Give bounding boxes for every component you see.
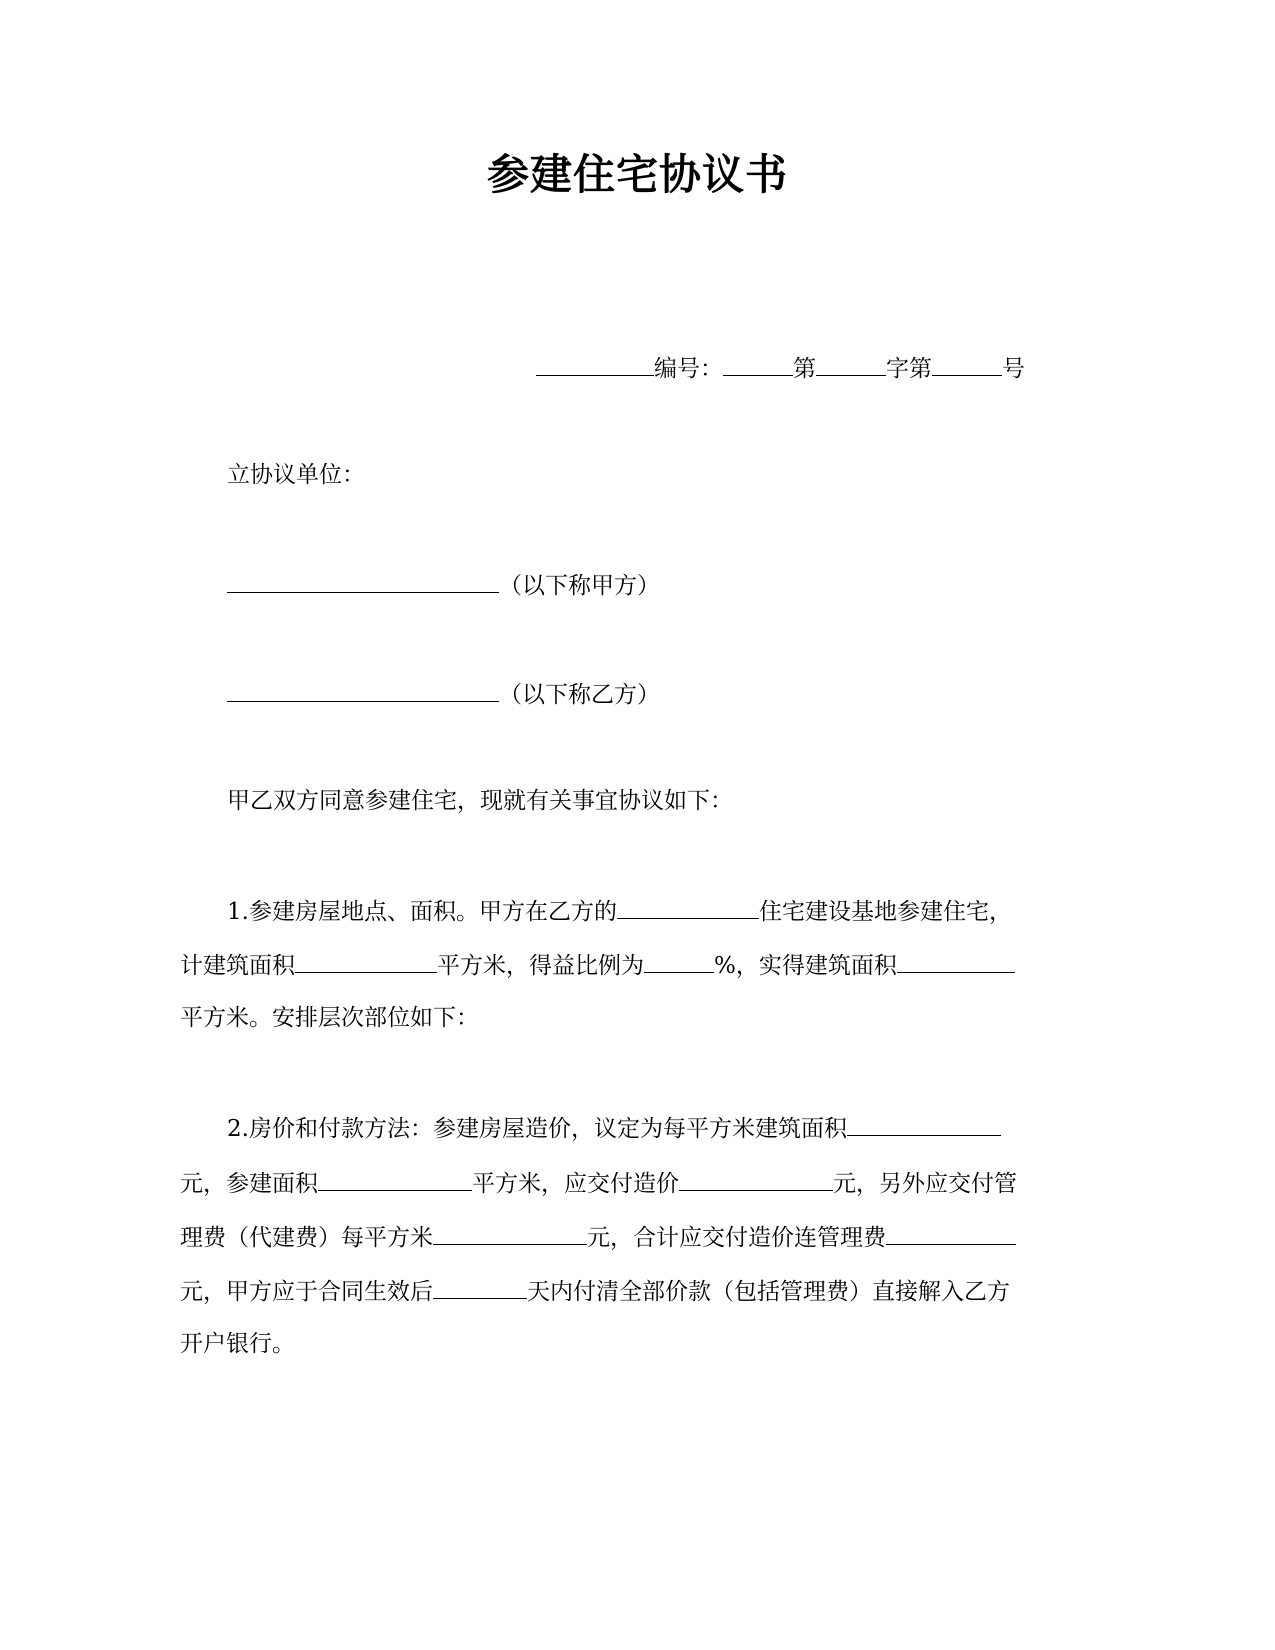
clause1-text: 平方米，得益比例为	[437, 953, 644, 979]
party-b-suffix: （以下称乙方）	[499, 682, 660, 708]
intro-paragraph: 甲乙双方同意参建住宅，现就有关事宜协议如下：	[227, 788, 733, 814]
clause2-text: 元，另外应交付管	[833, 1171, 1017, 1197]
blank-field[interactable]	[723, 351, 793, 376]
label-zidi: 字第	[886, 356, 932, 382]
blank-field[interactable]	[295, 948, 437, 973]
clause1-text: 计建筑面积	[180, 953, 295, 979]
document-title: 参建住宅协议书	[486, 150, 788, 199]
clause2-line1	[227, 1111, 1001, 1144]
blank-field[interactable]	[679, 1166, 833, 1191]
clause2-line4	[180, 1274, 1010, 1307]
party-a-suffix: （以下称甲方）	[499, 573, 660, 599]
clause1-line2	[180, 948, 1015, 981]
blank-field[interactable]	[932, 351, 1002, 376]
clause2-text: 2.房价和付款方法：参建房屋造价，议定为每平方米建筑面积	[227, 1116, 847, 1142]
clause2-text: 天内付清全部价款（包括管理费）直接解入乙方	[527, 1279, 1010, 1305]
parties-heading: 立协议单位：	[227, 462, 365, 488]
clause2-line5: 开户银行。	[180, 1331, 295, 1357]
label-number: 编号：	[654, 356, 723, 382]
clause2-line3	[180, 1220, 1016, 1253]
clause1-text: 住宅建设基地参建住宅，	[758, 899, 1012, 925]
blank-field[interactable]	[318, 1166, 472, 1191]
blank-field[interactable]	[536, 351, 654, 376]
party-a-name-field[interactable]	[227, 568, 499, 593]
blank-field[interactable]	[886, 1220, 1016, 1245]
blank-field[interactable]	[644, 948, 714, 973]
clause2-line2	[180, 1166, 1017, 1199]
label-di: 第	[793, 356, 816, 382]
document-number-line	[536, 351, 1025, 384]
clause1-text: %，实得建筑面积	[714, 953, 897, 979]
blank-field[interactable]	[433, 1274, 527, 1299]
label-hao: 号	[1002, 356, 1025, 382]
party-b-name-field[interactable]	[227, 677, 499, 702]
party-b-line	[227, 677, 660, 710]
clause2-text: 平方米，应交付造价	[472, 1171, 679, 1197]
clause1-line3: 平方米。安排层次部位如下：	[180, 1005, 479, 1031]
clause1-text: 1.参建房屋地点、面积。甲方在乙方的	[227, 899, 617, 925]
blank-field[interactable]	[617, 894, 759, 919]
clause2-text: 元，合计应交付造价连管理费	[587, 1225, 886, 1251]
blank-field[interactable]	[897, 948, 1015, 973]
clause2-text: 元，参建面积	[180, 1171, 318, 1197]
blank-field[interactable]	[816, 351, 886, 376]
party-a-line	[227, 568, 660, 601]
clause2-text: 元，甲方应于合同生效后	[180, 1279, 433, 1305]
blank-field[interactable]	[433, 1220, 587, 1245]
clause1-line1	[227, 894, 1012, 927]
clause2-text: 理费（代建费）每平方米	[180, 1225, 433, 1251]
blank-field[interactable]	[847, 1111, 1001, 1136]
